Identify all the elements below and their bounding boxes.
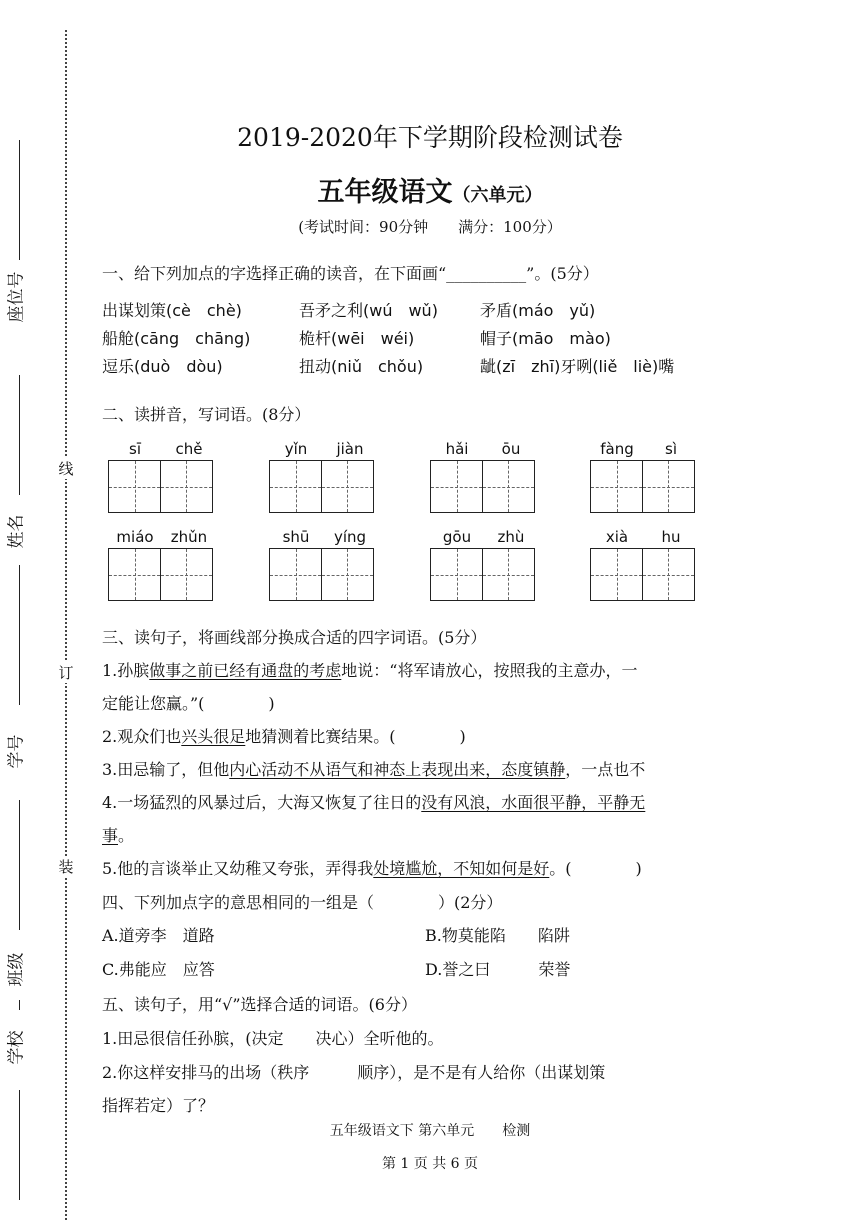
exam-info: (考试时间：90分钟 满分：100分）: [298, 218, 562, 236]
writing-grid: [269, 460, 372, 513]
writing-grid: [430, 460, 533, 513]
q5-heading: 五、读句子，用“√”选择合适的词语。(6分）: [102, 995, 417, 1014]
writing-cell[interactable]: [482, 548, 535, 601]
writing-grid: [108, 460, 211, 513]
mark-line: 线: [58, 460, 74, 478]
pinyin-syllable: miáo: [116, 528, 154, 546]
writing-cell[interactable]: [269, 548, 322, 601]
pinyin-syllable: ōu: [501, 440, 521, 458]
text: 1.孙膑: [102, 661, 150, 680]
writing-cell[interactable]: [430, 548, 483, 601]
exam-title: 2019-2020年下学期阶段检测试卷: [237, 123, 623, 152]
text: 地猜测着比赛结果。( ): [245, 727, 466, 746]
pinyin-syllable: sī: [129, 440, 141, 458]
pinyin-syllable: zhǔn: [170, 528, 208, 546]
underlined-text: 处境尴尬，不知如何是好: [373, 859, 550, 878]
q1-item: 扭动(niǔ chǒu): [299, 357, 424, 376]
q4-option-a: A.道旁李 道路: [102, 926, 215, 945]
writing-grid: [590, 460, 693, 513]
writing-cell[interactable]: [321, 548, 374, 601]
text: 地说：“将军请放心，按照我的主意办，一: [341, 661, 638, 680]
footer-subject: 五年级语文下 第六单元 检测: [329, 1123, 531, 1139]
writing-grid: [590, 548, 693, 601]
pinyin-syllable: xià: [605, 528, 629, 546]
subject-name: 五年级语文: [317, 177, 453, 208]
q1-item: 龇(zī zhī)牙咧(liě liè)嘴: [480, 357, 675, 376]
pinyin-syllable: shū: [282, 528, 310, 546]
school-label: 学校: [6, 1030, 27, 1065]
q1-item: 帽子(māo mào): [480, 329, 611, 348]
q4-option-d: D.誉之曰 荣誉: [425, 960, 571, 979]
q3-sentence-4-cont: [102, 823, 134, 846]
seat-label: 座位号: [6, 271, 27, 323]
writing-grid: [269, 548, 372, 601]
writing-cell[interactable]: [642, 460, 695, 513]
writing-cell[interactable]: [160, 548, 213, 601]
underlined-text: 做事之前已经有通盘的考虑: [149, 661, 342, 680]
mark-bind: 装: [58, 858, 74, 876]
writing-cell[interactable]: [430, 460, 483, 513]
q1-heading: 一、给下列加点的字选择正确的读音，在下面画“__________”。(5分）: [102, 264, 599, 283]
q1-item: 船舱(cāng chāng): [102, 329, 251, 348]
q1-item: 矛盾(máo yǔ): [480, 301, 596, 320]
underlined-text: 兴头很足: [181, 727, 246, 746]
q1-item: 出谋划策(cè chè): [102, 301, 242, 320]
text: 。( ): [549, 859, 642, 878]
writing-cell[interactable]: [482, 460, 535, 513]
name-label: 姓名: [6, 514, 27, 549]
student-no-label: 学号: [6, 734, 27, 769]
q4-option-c: C.弗能应 应答: [102, 960, 215, 979]
pinyin-syllable: yǐn: [284, 440, 308, 458]
q3-sentence-5: [102, 856, 642, 879]
class-label: 班级: [6, 952, 27, 987]
q5-sentence-2-cont: 指挥若定）了？: [102, 1096, 215, 1115]
pinyin-syllable: hu: [661, 528, 681, 546]
q1-item: 桅杆(wēi wéi): [299, 329, 415, 348]
writing-cell[interactable]: [269, 460, 322, 513]
q5-sentence-2: 2.你这样安排马的出场（秩序 顺序），是不是有人给你（出谋划策: [102, 1063, 606, 1082]
text: 4.一场猛烈的风暴过后，大海又恢复了往日的: [102, 793, 422, 812]
mark-order: 订: [58, 664, 74, 682]
writing-cell[interactable]: [160, 460, 213, 513]
writing-cell[interactable]: [108, 548, 161, 601]
subject-unit: （六单元）: [452, 185, 543, 206]
pinyin-syllable: chě: [175, 440, 203, 458]
q3-heading: 三、读句子，将画线部分换成合适的四字词语。(5分）: [102, 628, 487, 647]
text: 。: [118, 826, 135, 845]
writing-cell[interactable]: [590, 460, 643, 513]
pinyin-syllable: jiàn: [336, 440, 364, 458]
underlined-text: 内心活动不从语气和神态上表现出来，态度镇静: [229, 760, 566, 779]
text: 5.他的言谈举止又幼稚又夸张，弄得我: [102, 859, 374, 878]
q3-sentence-1-cont: 定能让您赢。”( ): [102, 694, 275, 713]
q3-sentence-4: [102, 790, 645, 813]
text: ，一点也不: [565, 760, 646, 779]
q4-option-b: B.物莫能陷 陷阱: [425, 926, 570, 945]
subject-title: [0, 170, 860, 209]
pinyin-syllable: gōu: [442, 528, 472, 546]
q1-item: 逗乐(duò dòu): [102, 357, 223, 376]
writing-cell[interactable]: [321, 460, 374, 513]
writing-grid: [108, 548, 211, 601]
q3-sentence-3: [102, 757, 645, 780]
writing-grid: [430, 548, 533, 601]
pinyin-syllable: sì: [665, 440, 677, 458]
q3-sentence-1: [102, 658, 637, 681]
writing-cell[interactable]: [108, 460, 161, 513]
q3-sentence-2: [102, 724, 466, 747]
pinyin-syllable: yíng: [333, 528, 367, 546]
text: 3.田忌输了，但他: [102, 760, 230, 779]
pinyin-syllable: hǎi: [445, 440, 469, 458]
q2-heading: 二、读拼音，写词语。(8分）: [102, 405, 311, 424]
footer-page: 第 1 页 共 6 页: [381, 1156, 479, 1172]
writing-cell[interactable]: [642, 548, 695, 601]
underlined-text: 事: [102, 826, 119, 845]
underlined-text: 没有风浪，水面很平静，平静无: [421, 793, 646, 812]
pinyin-syllable: zhù: [497, 528, 525, 546]
writing-cell[interactable]: [590, 548, 643, 601]
q4-heading: 四、下列加点字的意思相同的一组是（ ）(2分）: [102, 893, 503, 912]
pinyin-syllable: fàng: [600, 440, 634, 458]
text: 2.观众们也: [102, 727, 182, 746]
q5-sentence-1: 1.田忌很信任孙膑，(决定 决心）全听他的。: [102, 1029, 444, 1048]
q1-item: 吾矛之利(wú wǔ): [299, 301, 438, 320]
